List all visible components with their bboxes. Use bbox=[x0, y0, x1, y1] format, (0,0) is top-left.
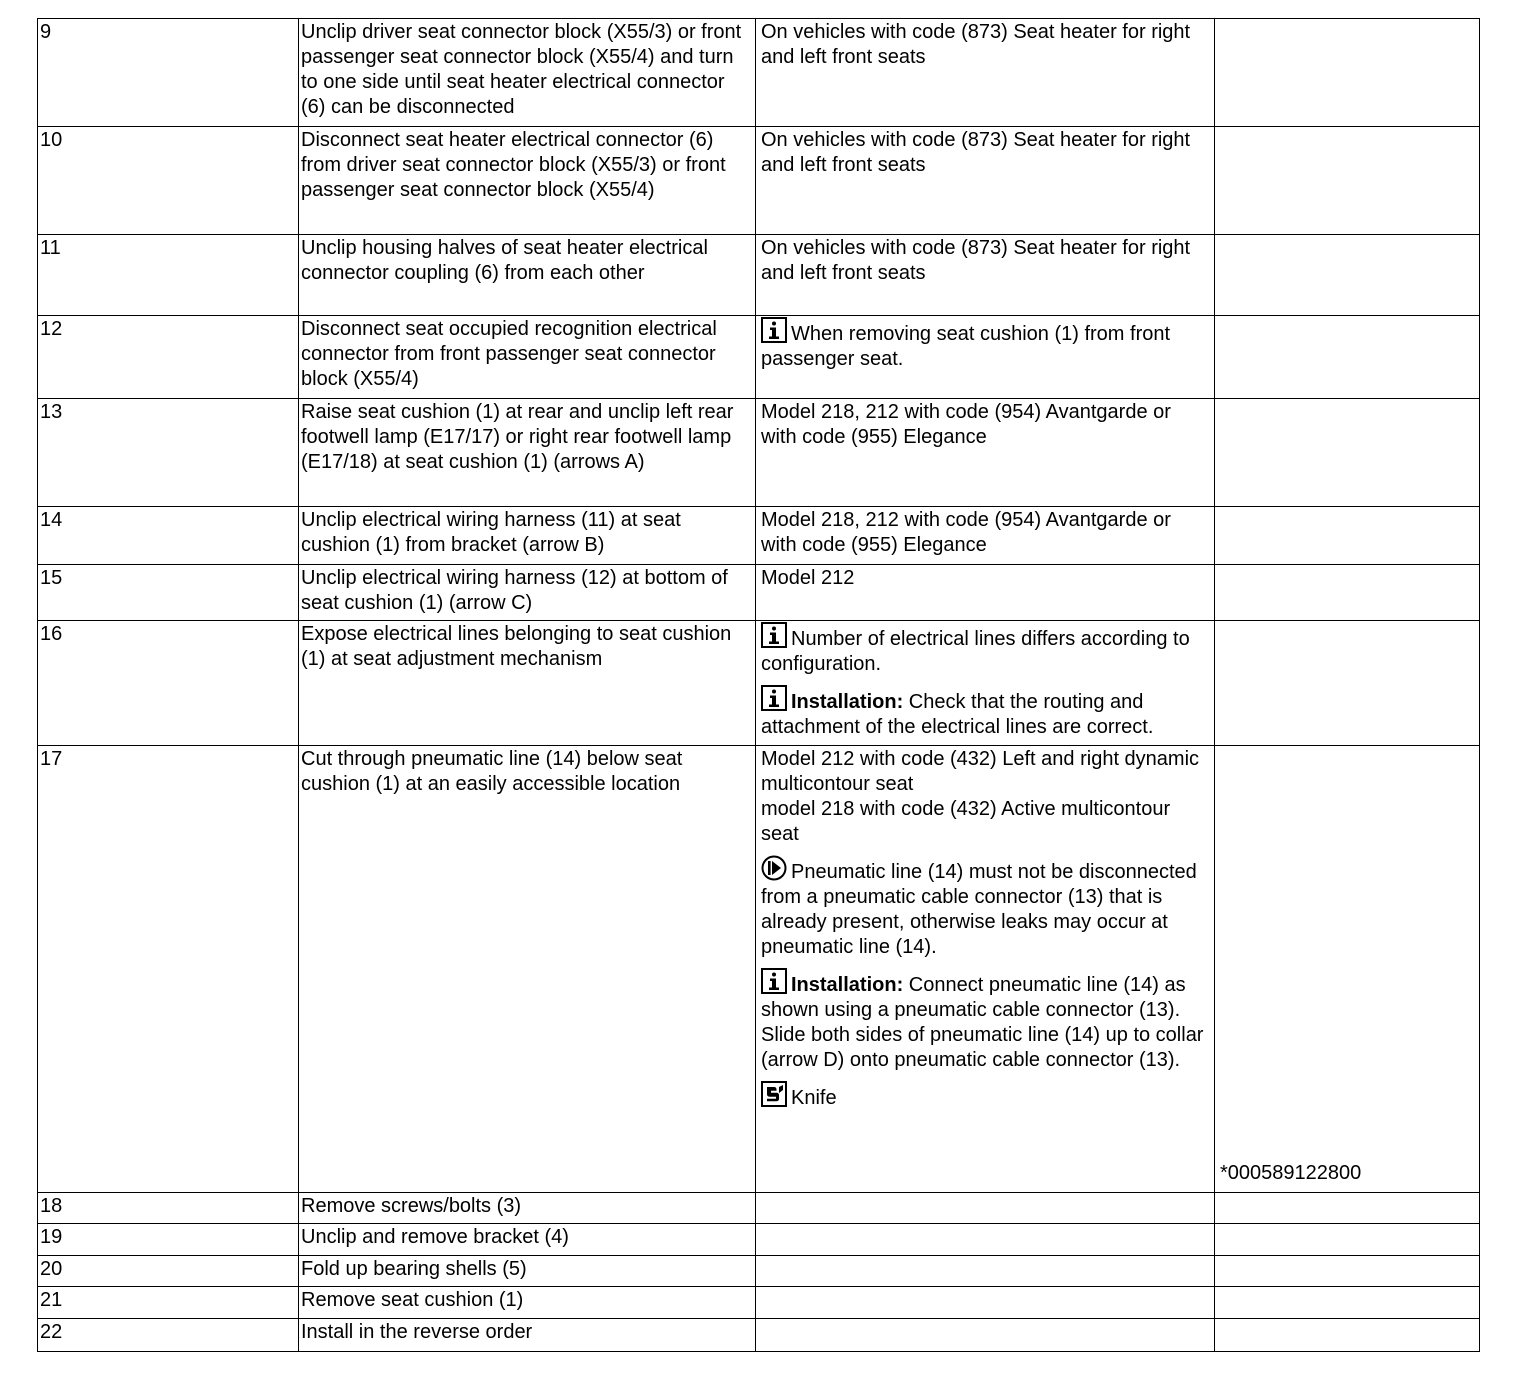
tool-number bbox=[1215, 1193, 1480, 1224]
step-number: 12 bbox=[38, 316, 299, 399]
step-action: Disconnect seat heater electrical connector (6) from driver seat connector block (X55/3) or front passenger seat connector block (X55/4) bbox=[299, 127, 756, 235]
table-row bbox=[38, 235, 1480, 316]
table-row bbox=[38, 1319, 1480, 1352]
table-row bbox=[38, 746, 1480, 1193]
step-number: 10 bbox=[38, 127, 299, 235]
step-notes bbox=[756, 565, 1215, 621]
step-action: Disconnect seat occupied recognition electrical connector from front passenger seat connector block (X55/4) bbox=[299, 316, 756, 399]
step-number: 21 bbox=[38, 1287, 299, 1319]
tool-icon bbox=[761, 1081, 787, 1107]
note bbox=[761, 317, 1211, 372]
note bbox=[761, 20, 1211, 70]
info-icon bbox=[761, 968, 787, 994]
info-icon bbox=[761, 685, 787, 711]
step-number: 14 bbox=[38, 507, 299, 565]
step-notes bbox=[756, 1287, 1215, 1319]
tool-number bbox=[1215, 565, 1480, 621]
installation-label: Installation: bbox=[791, 691, 904, 713]
note-text: Model 212 with code (432) Left and right dynamic multicontour seat bbox=[761, 748, 1200, 795]
step-notes bbox=[756, 399, 1215, 507]
tool-number bbox=[1215, 507, 1480, 565]
note bbox=[761, 747, 1211, 797]
step-action: Unclip electrical wiring harness (12) at bottom of seat cushion (1) (arrow C) bbox=[299, 565, 756, 621]
step-number: 16 bbox=[38, 621, 299, 746]
step-notes bbox=[756, 19, 1215, 127]
table-row bbox=[38, 621, 1480, 746]
step-action: Cut through pneumatic line (14) below seat cushion (1) at an easily accessible location bbox=[299, 746, 756, 1193]
tool-number bbox=[1215, 1256, 1480, 1287]
step-action: Unclip and remove bracket (4) bbox=[299, 1224, 756, 1256]
note-text: model 218 with code (432) Active multicontour seat bbox=[761, 798, 1171, 845]
step-action: Unclip housing halves of seat heater electrical connector coupling (6) from each other bbox=[299, 235, 756, 316]
note bbox=[761, 1081, 1211, 1111]
step-action: Unclip driver seat connector block (X55/3) or front passenger seat connector block (X55/4) and turn to one side until seat heater electrical connector (6) can be disconnected bbox=[299, 19, 756, 127]
tool-number: *000589122800 bbox=[1215, 746, 1480, 1193]
note bbox=[761, 1023, 1211, 1073]
note-text: Connect pneumatic line (14) as shown using a pneumatic cable connector (13). bbox=[761, 974, 1186, 1021]
step-number: 22 bbox=[38, 1319, 299, 1352]
note-text: Check that the routing and attachment of the electrical lines are correct. bbox=[761, 691, 1154, 738]
step-number: 20 bbox=[38, 1256, 299, 1287]
tool-number bbox=[1215, 621, 1480, 746]
step-notes bbox=[756, 235, 1215, 316]
tool-number bbox=[1215, 1287, 1480, 1319]
note bbox=[761, 855, 1211, 960]
step-action: Expose electrical lines belonging to seat cushion (1) at seat adjustment mechanism bbox=[299, 621, 756, 746]
step-number: 13 bbox=[38, 399, 299, 507]
step-number: 19 bbox=[38, 1224, 299, 1256]
table-row bbox=[38, 1256, 1480, 1287]
tool-number bbox=[1215, 127, 1480, 235]
step-action: Fold up bearing shells (5) bbox=[299, 1256, 756, 1287]
step-notes bbox=[756, 621, 1215, 746]
step-action: Raise seat cushion (1) at rear and unclip left rear footwell lamp (E17/17) or right rear footwell lamp (E17/18) at seat cushion (1) (arrows A) bbox=[299, 399, 756, 507]
tool-number bbox=[1215, 399, 1480, 507]
note-text: When removing seat cushion (1) from front passenger seat. bbox=[761, 323, 1171, 370]
note-text: Slide both sides of pneumatic line (14) up to collar (arrow D) onto pneumatic cable connector (13). bbox=[761, 1024, 1204, 1071]
tool-number bbox=[1215, 316, 1480, 399]
table-row bbox=[38, 316, 1480, 399]
step-number: 18 bbox=[38, 1193, 299, 1224]
note bbox=[761, 236, 1211, 286]
table-row bbox=[38, 565, 1480, 621]
step-action: Unclip electrical wiring harness (11) at seat cushion (1) from bracket (arrow B) bbox=[299, 507, 756, 565]
table-row bbox=[38, 399, 1480, 507]
info-icon bbox=[761, 317, 787, 343]
note-text: Model 212 bbox=[761, 567, 855, 589]
risk-icon bbox=[761, 855, 787, 881]
step-number: 9 bbox=[38, 19, 299, 127]
note-text: Model 218, 212 with code (954) Avantgarde or with code (955) Elegance bbox=[761, 401, 1171, 448]
note bbox=[761, 400, 1211, 450]
step-notes bbox=[756, 127, 1215, 235]
note-text: Knife bbox=[791, 1087, 837, 1109]
step-notes bbox=[756, 1256, 1215, 1287]
note bbox=[761, 128, 1211, 178]
step-notes bbox=[756, 746, 1215, 1193]
note-text: On vehicles with code (873) Seat heater for right and left front seats bbox=[761, 129, 1191, 176]
procedure-table bbox=[37, 18, 1480, 1352]
step-action: Install in the reverse order bbox=[299, 1319, 756, 1352]
step-action: Remove seat cushion (1) bbox=[299, 1287, 756, 1319]
tool-number bbox=[1215, 1224, 1480, 1256]
step-number: 17 bbox=[38, 746, 299, 1193]
step-notes bbox=[756, 316, 1215, 399]
step-number: 15 bbox=[38, 565, 299, 621]
note bbox=[761, 685, 1211, 740]
note bbox=[761, 797, 1211, 847]
tool-number bbox=[1215, 19, 1480, 127]
note-text: On vehicles with code (873) Seat heater for right and left front seats bbox=[761, 237, 1191, 284]
step-notes bbox=[756, 1224, 1215, 1256]
table-row bbox=[38, 507, 1480, 565]
step-notes bbox=[756, 507, 1215, 565]
table-row bbox=[38, 1193, 1480, 1224]
note bbox=[761, 566, 1211, 591]
step-action: Remove screws/bolts (3) bbox=[299, 1193, 756, 1224]
table-row bbox=[38, 1224, 1480, 1256]
note bbox=[761, 622, 1211, 677]
tool-number bbox=[1215, 1319, 1480, 1352]
note bbox=[761, 508, 1211, 558]
table-row bbox=[38, 19, 1480, 127]
table-row bbox=[38, 1287, 1480, 1319]
step-number: 11 bbox=[38, 235, 299, 316]
note-text: Model 218, 212 with code (954) Avantgarde or with code (955) Elegance bbox=[761, 509, 1171, 556]
step-notes bbox=[756, 1193, 1215, 1224]
step-notes bbox=[756, 1319, 1215, 1352]
info-icon bbox=[761, 622, 787, 648]
note-text: Pneumatic line (14) must not be disconnected from a pneumatic cable connector (13) that is already present, otherwise leaks may occur at pneumatic line (14). bbox=[761, 861, 1197, 958]
note-text: Number of electrical lines differs according to configuration. bbox=[761, 628, 1190, 675]
note bbox=[761, 968, 1211, 1023]
note-text: On vehicles with code (873) Seat heater for right and left front seats bbox=[761, 21, 1191, 68]
installation-label: Installation: bbox=[791, 974, 904, 996]
tool-number bbox=[1215, 235, 1480, 316]
table-row bbox=[38, 127, 1480, 235]
procedure-rows bbox=[38, 19, 1480, 1352]
